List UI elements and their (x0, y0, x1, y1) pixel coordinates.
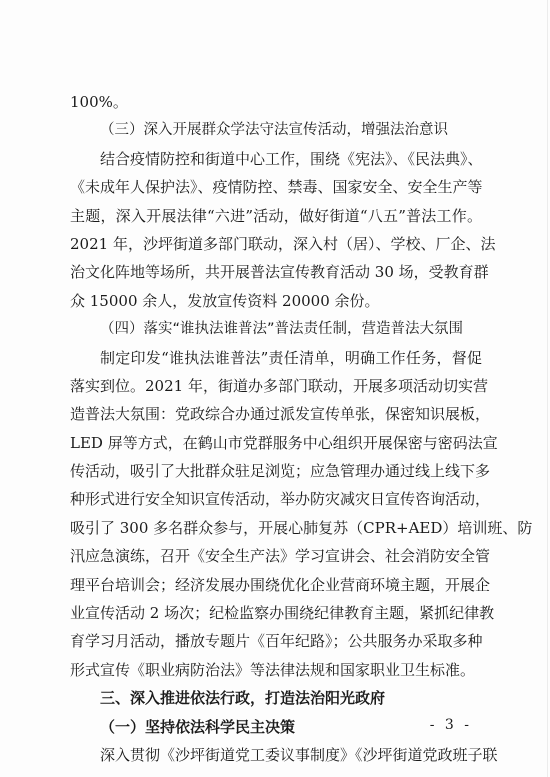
paragraph-line: 造普法大氛围：党政综合办通过派发宣传单张，保密知识展板， (70, 405, 491, 424)
paragraph-line: 吸引了 300 多名群众参与，开展心肺复苏（CPR+AED）培训班、防 (70, 518, 533, 537)
paragraph-line: 《未成年人保护法》、疫情防控、禁毒、国家安全、安全生产等 (70, 178, 483, 197)
paragraph-line: 众 15000 余人，发放宣传资料 20000 余份。 (70, 291, 380, 310)
paragraph-line: 育学习月活动，播放专题片《百年纪路》；公共服务办采取多种 (70, 632, 483, 651)
paragraph-line: 传活动，吸引了大批群众驻足浏览；应急管理办通过线上线下多 (70, 462, 491, 481)
paragraph-line: 深入贯彻《沙坪街道党工委议事制度》《沙坪街道党政班子联 (100, 745, 498, 764)
paragraph-line: 100%。 (70, 93, 128, 111)
document-body (70, 88, 533, 769)
paragraph-line: 落实到位。2021 年，街道办多部门联动，开展多项活动切实营 (70, 376, 488, 395)
chapter-heading-3: 三、深入推进依法行政，打造法治阳光政府 (100, 689, 386, 708)
paragraph-line: 业宣传活动 2 场次；纪检监察办围绕纪律教育主题，紧抓纪律教 (70, 604, 495, 623)
page-edge (547, 0, 548, 777)
paragraph-line: 主题，深入开展法律“六进”活动，做好街道“八五”普法工作。 (70, 206, 482, 225)
paragraph-line: 形式宣传《职业病防治法》等法律法规和国家职业卫生标准。 (70, 660, 476, 679)
section-heading-1: （一）坚持依法科学民主决策 (100, 717, 296, 736)
paragraph-line: 结合疫情防控和街道中心工作，围绕《宪法》、《民法典》、 (100, 149, 483, 168)
paragraph-line: 理平台培训会；经济发展办围绕优化企业营商环境主题，开展企 (70, 575, 491, 594)
paragraph-line: LED 屏等方式，在鹤山市党群服务中心组织开展保密与密码法宣 (70, 433, 498, 452)
page-number: - 3 - (429, 717, 472, 733)
section-heading-3: （三）深入开展群众学法守法宣传活动，增强法治意识 (100, 122, 448, 139)
paragraph-line: 种形式进行安全知识宣传活动，举办防灾减灾日宣传咨询活动， (70, 490, 491, 509)
paragraph-line: 汛应急演练，召开《安全生产法》学习宣讲会、社会消防安全管 (70, 547, 491, 566)
paragraph-line: 2021 年，沙坪街道多部门联动，深入村（居）、学校、厂企、法 (70, 234, 496, 253)
section-heading-4: （四）落实“谁执法谁普法”普法责任制，营造普法大氛围 (100, 321, 464, 338)
paragraph-line: 治文化阵地等场所，共开展普法宣传教育活动 30 场，受教育群 (70, 263, 489, 282)
paragraph-line: 制定印发“谁执法谁普法”责任清单，明确工作任务，督促 (100, 348, 482, 367)
